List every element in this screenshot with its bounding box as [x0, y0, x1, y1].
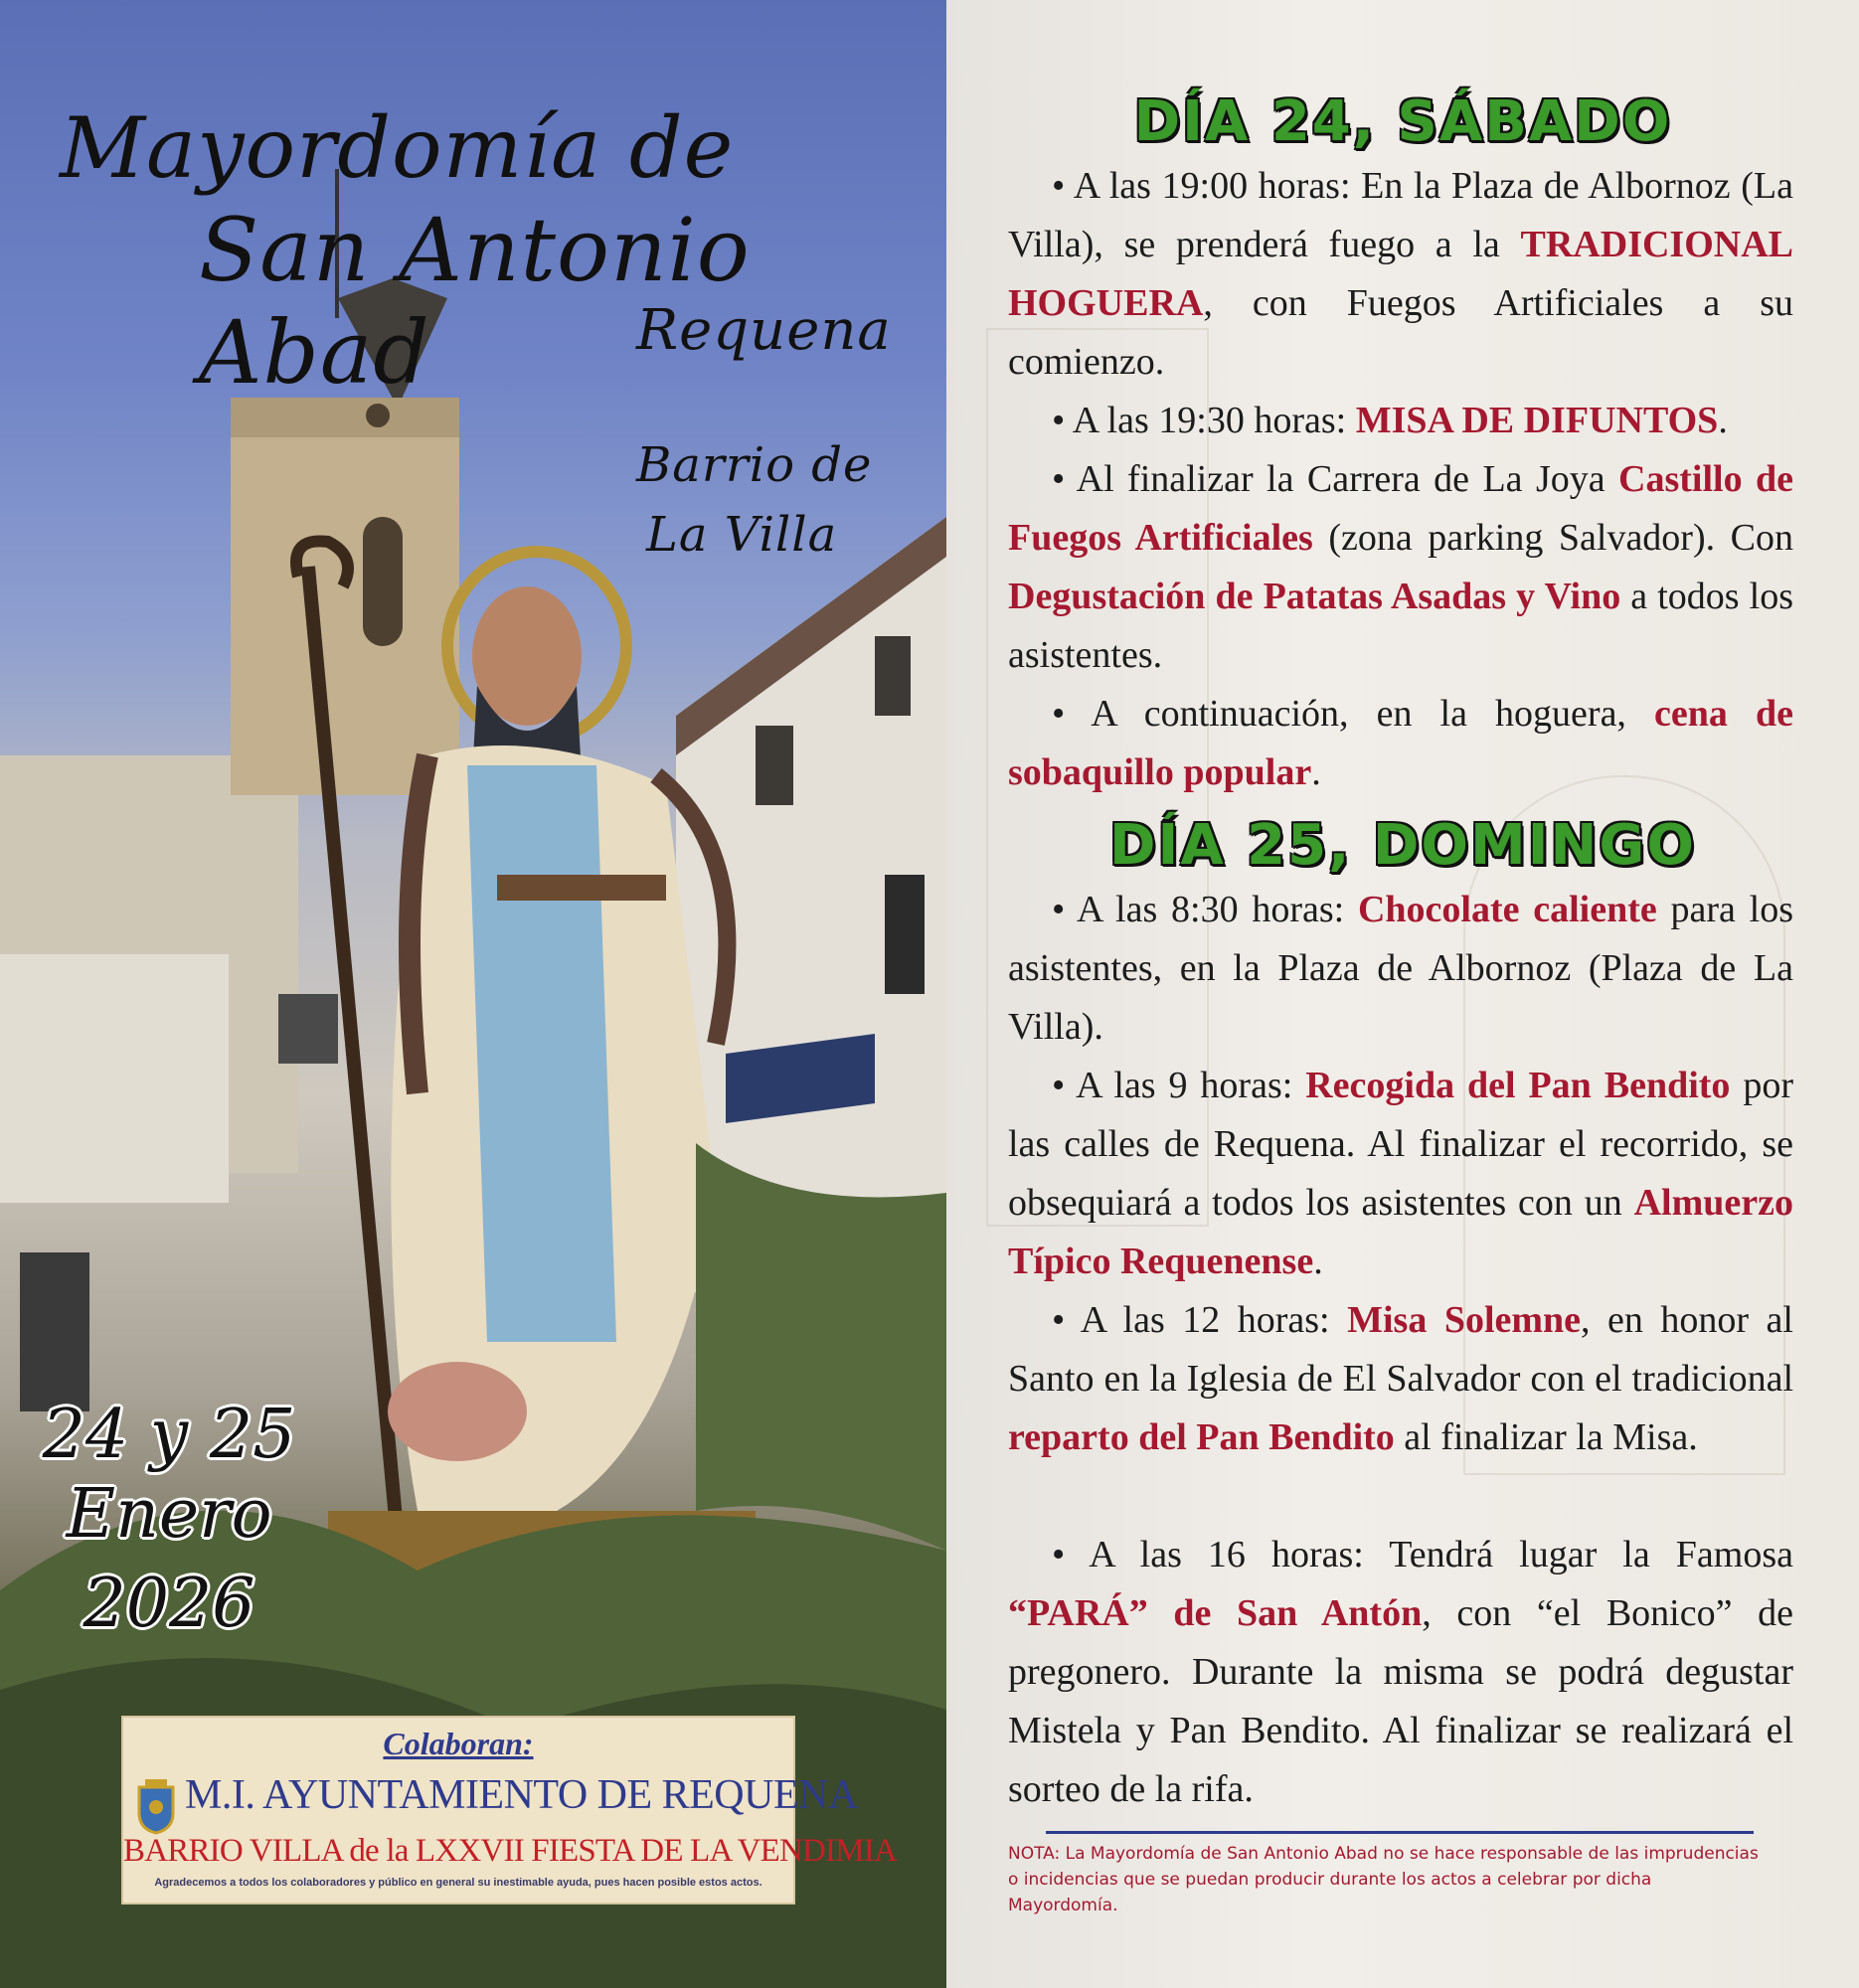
date-year: 2026	[83, 1565, 255, 1643]
sponsor-box	[121, 1716, 897, 1905]
day2-heading: DÍA 25, DOMINGO	[1109, 813, 1696, 878]
date-month: Enero	[66, 1475, 272, 1554]
sat-item-4: • A continuación, en la hoguera, cena de sobaquillo popular.	[1008, 693, 1793, 793]
program-panel	[946, 0, 1859, 1988]
barrio-fiesta-line: BARRIO VILLA de la LXXVII FIESTA DE LA VENDIMIA	[123, 1833, 897, 1869]
day1-heading: DÍA 24, SÁBADO	[1133, 89, 1672, 154]
sat-item-1: • A las 19:00 horas: En la Plaza de Albornoz (La Villa), se prenderá fuego a la TRADICIONAL HOGUERA, con Fuegos Artificiales a su comienzo.	[1008, 165, 1793, 383]
note-divider	[1046, 1831, 1754, 1834]
sponsor-title: Colaboran:	[383, 1726, 534, 1761]
sun-item-4: • A las 16 horas: Tendrá lugar la Famosa “PARÁ” de San Antón, con “el Bonico” de pregonero. Durante la misma se podrá degustar Mistela y Pan Bendito. Al finalizar se realizará el sorteo de la rifa.	[1008, 1534, 1793, 1810]
poster-title-line2: San Antonio Abad	[199, 199, 751, 404]
poster-title-line3: Requena	[636, 298, 892, 363]
barrio-line1: Barrio de	[636, 437, 873, 493]
crest-icon	[135, 1777, 177, 1835]
poster-title-line1: Mayordomía de	[60, 99, 735, 197]
barrio-line2: La Villa	[646, 507, 838, 563]
sun-item-2: • A las 9 horas: Recogida del Pan Bendito por las calles de Requena. Al finalizar el recorrido, se obsequiará a todos los asistentes con un Almuerzo Típico Requenense.	[1008, 1065, 1794, 1282]
sat-item-2: • A las 19:30 horas: MISA DE DIFUNTOS.	[1052, 400, 1728, 441]
disclaimer-note: NOTA: La Mayordomía de San Antonio Abad no se hace responsable de las imprudencias o incidencias que se puedan producir durante los actos a celebrar por dicha Mayordomía.	[1008, 1844, 1759, 1915]
sat-item-3: • Al finalizar la Carrera de La Joya Castillo de Fuegos Artificiales (zona parking Salvador). Con Degustación de Patatas Asadas y Vino a todos los asistentes.	[1008, 458, 1794, 676]
date-days: 24 y 25	[42, 1396, 296, 1474]
sun-item-3: • A las 12 horas: Misa Solemne, en honor al Santo en la Iglesia de El Salvador con el tradicional reparto del Pan Bendito al finalizar la Misa.	[1008, 1299, 1793, 1458]
sun-item-1: • A las 8:30 horas: Chocolate caliente para los asistentes, en la Plaza de Albornoz (Plaza de La Villa).	[1008, 889, 1793, 1048]
ayuntamiento-name: M.I. AYUNTAMIENTO DE REQUENA	[185, 1772, 858, 1818]
thanks-line: Agradecemos a todos los colaboradores y público en general su inestimable ayuda, pues hacen posible estos actos.	[154, 1877, 762, 1889]
